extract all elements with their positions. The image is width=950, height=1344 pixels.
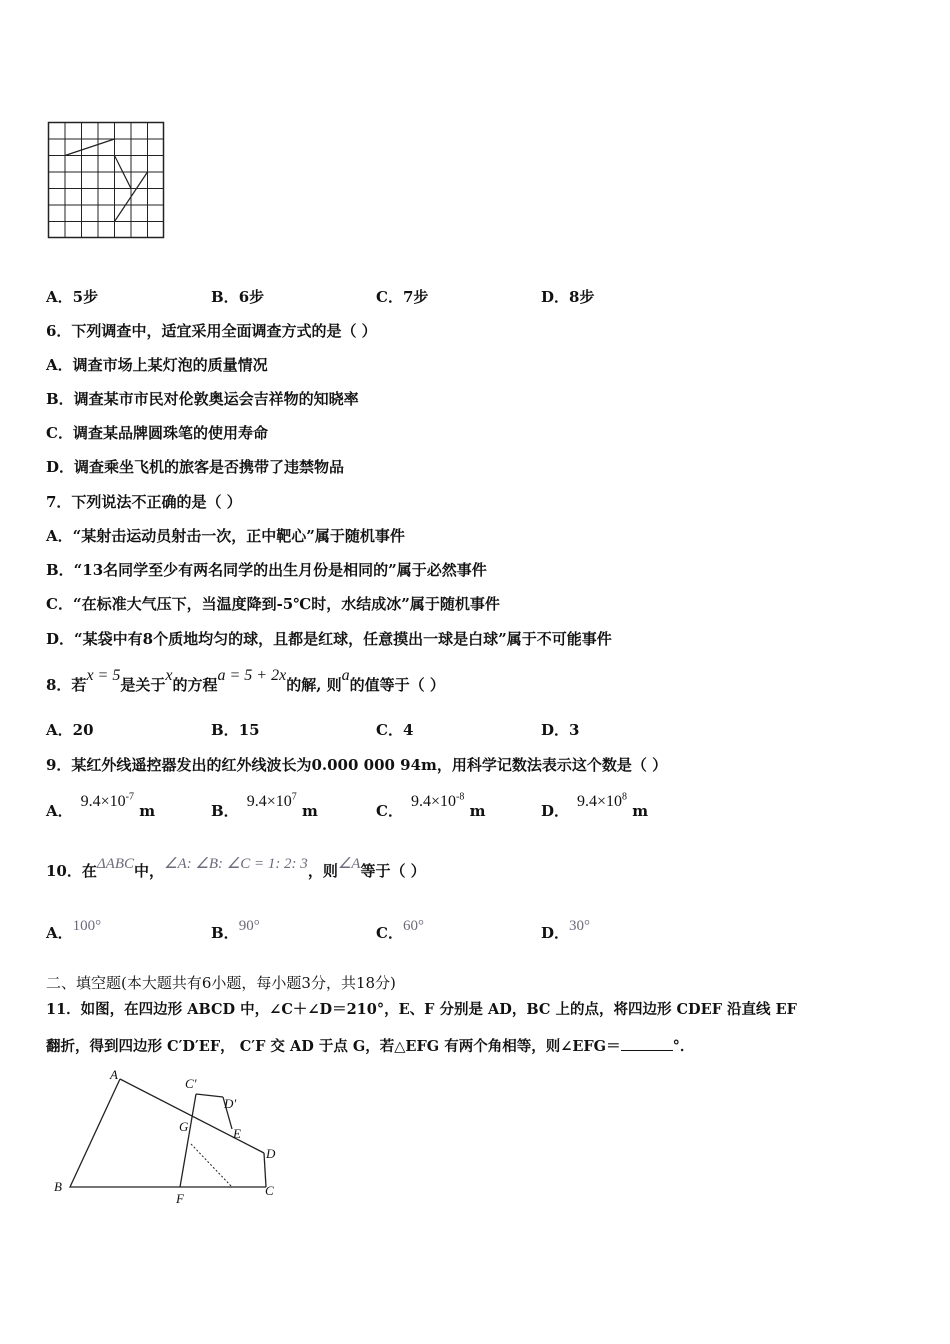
- q6-stem: 6．下列调查中，适宜采用全面调查方式的是（ ）: [46, 322, 377, 340]
- answer-blank[interactable]: [621, 1036, 673, 1051]
- q8-option-d: D．3: [541, 721, 580, 739]
- q7-option-c: C．“在标准大气压下，当温度降到-5℃时，水结成冰”属于随机事件: [46, 595, 500, 613]
- q6-option-b: B．调查某市市民对伦敦奥运会吉祥物的知晓率: [46, 390, 359, 408]
- label-c: C: [265, 1183, 274, 1198]
- label-e: E: [233, 1126, 241, 1141]
- q5-option-a: A．5步: [46, 288, 99, 306]
- q7-stem: 7．下列说法不正确的是（ ）: [46, 493, 242, 511]
- grid-segment: [65, 139, 115, 156]
- q9-option-c: C．$9.4\times 10^{-8}$ m: [376, 791, 486, 820]
- q8-eq2: a = 5 + 2x: [217, 667, 287, 684]
- fold-line-ef: [191, 1144, 232, 1187]
- grid-figure: [46, 120, 168, 240]
- q10-option-c: C．60°: [376, 918, 424, 942]
- section-title: 二、填空题(本大题共有6小题，每小题3分，共18分): [46, 974, 396, 992]
- q7-option-d: D．“某袋中有8个质地均匀的球，且都是红球，任意摸出一球是白球”属于不可能事件: [46, 630, 612, 648]
- q10-ratio: ∠A: ∠B: ∠C = 1: 2: 3: [164, 856, 308, 872]
- q9-stem: 9．某红外线遥控器发出的红外线波长为0.000 000 94m，用科学记数法表示这个数是（ ）: [46, 756, 668, 774]
- q11-figure: [46, 1066, 286, 1206]
- q8-option-b: B．15: [211, 721, 260, 739]
- q8-option-c: C．4: [376, 721, 414, 739]
- q6-option-c: C．调查某品牌圆珠笔的使用寿命: [46, 424, 268, 442]
- label-d: D: [266, 1146, 276, 1161]
- q6-option-d: D．调查乘坐飞机的旅客是否携带了违禁物品: [46, 458, 345, 476]
- q10-option-a: A．100°: [46, 918, 102, 942]
- q8-eq1: x = 5: [86, 667, 121, 684]
- q11-line2: 翻折，得到四边形 C′D′EF， C′F 交 AD 于点 G，若△EFG 有两个角相等，则∠EFG＝ °．: [46, 1038, 695, 1055]
- q10-triangle: ΔABC: [96, 856, 135, 872]
- q7-option-b: B．“13名同学至少有两名同学的出生月份是相同的”属于必然事件: [46, 561, 487, 579]
- q9-option-a: A．$9.4\times 10^{-7}$ m: [46, 791, 156, 820]
- label-g: G: [179, 1119, 189, 1134]
- label-c-prime: C′: [185, 1076, 197, 1091]
- q8-option-a: A．20: [46, 721, 94, 739]
- q9-option-d: D．$9.4\times 10^8$ m: [541, 791, 649, 820]
- q8-stem: 8．若x = 5是关于x的方程a = 5 + 2x的解, 则a的值等于（ ）: [46, 667, 445, 694]
- q11-line1: 11．如图，在四边形 ABCD 中，∠C＋∠D＝210°，E、F 分别是 AD，BC 上的点，将四边形 CDEF 沿直线 EF: [46, 1001, 797, 1018]
- label-b: B: [54, 1179, 62, 1194]
- side-c1d1: [196, 1094, 223, 1097]
- label-d-prime: D′: [224, 1096, 237, 1111]
- q5-option-d: D．8步: [541, 288, 595, 306]
- q7-option-a: A．“某射击运动员射击一次，正中靶心”属于随机事件: [46, 527, 405, 545]
- label-a: A: [110, 1067, 118, 1082]
- q5-option-c: C．7步: [376, 288, 429, 306]
- q9-option-b: B．$9.4\times 10^7$ m: [211, 791, 318, 820]
- q10-option-b: B．90°: [211, 918, 260, 942]
- q10-option-d: D．30°: [541, 918, 591, 942]
- q5-option-b: B．6步: [211, 288, 265, 306]
- side-fc1: [180, 1094, 196, 1187]
- q10-stem: 10．在ΔABC中，∠A: ∠B: ∠C = 1: 2: 3，则∠A等于（ ）: [46, 856, 426, 880]
- q6-option-a: A．调查市场上某灯泡的质量情况: [46, 356, 268, 374]
- label-f: F: [176, 1191, 184, 1206]
